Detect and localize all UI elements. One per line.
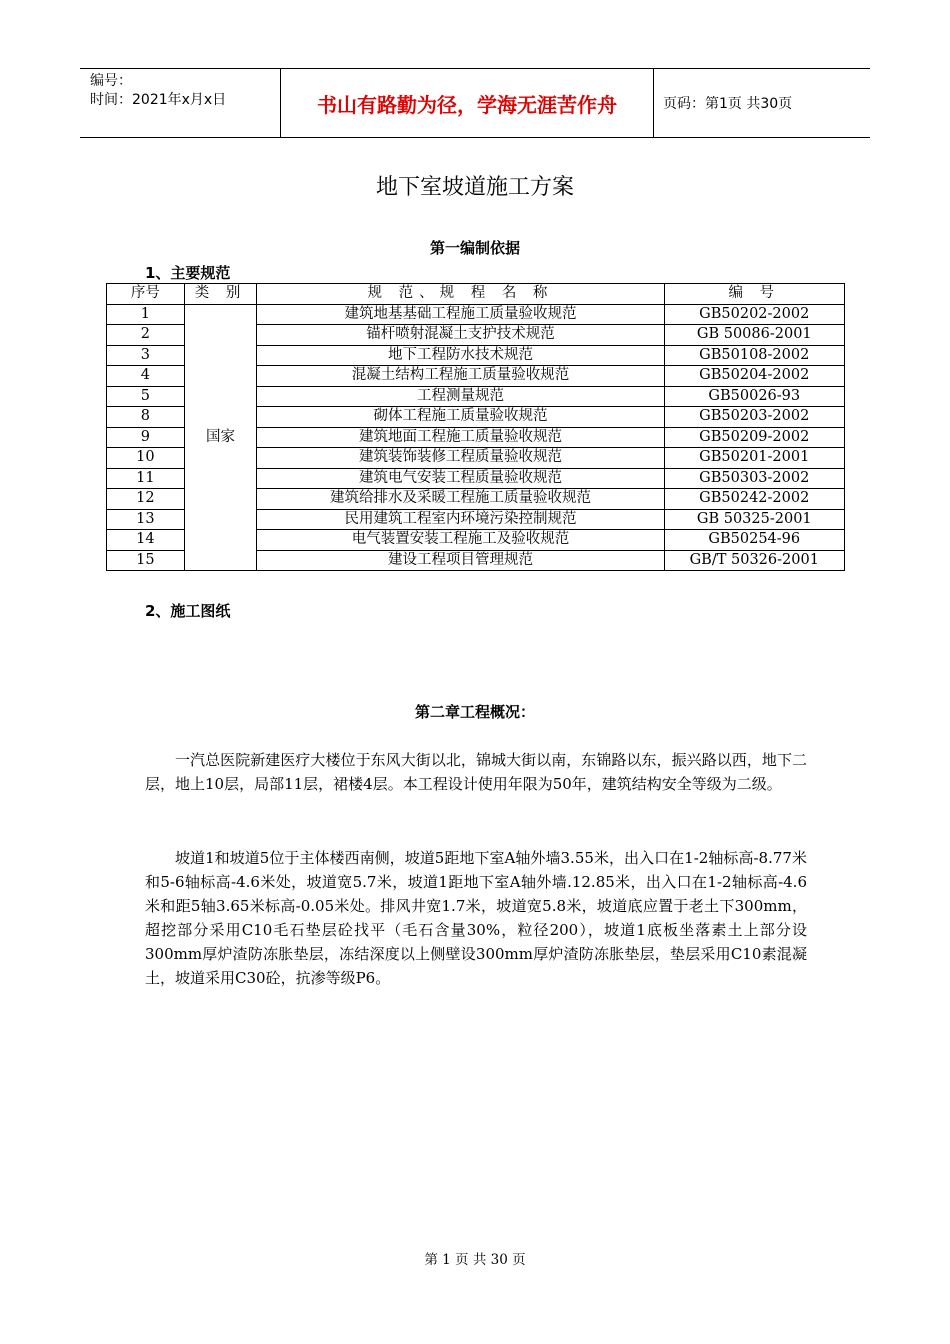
cell-code: GB50209-2002 xyxy=(664,427,844,448)
cell-code: GB50202-2002 xyxy=(664,304,844,325)
cell-name: 建筑装饰装修工程质量验收规范 xyxy=(257,448,664,469)
cell-no: 12 xyxy=(107,489,185,510)
header-page-info: 页码：第1页 共30页 xyxy=(663,96,793,112)
cell-category: 国家 xyxy=(184,304,257,571)
cell-code: GB50026-93 xyxy=(664,386,844,407)
table-row xyxy=(107,304,845,325)
col-header-no: 序号 xyxy=(107,284,185,305)
time-label: 时间：2021年x月x日 xyxy=(90,92,227,108)
cell-no: 8 xyxy=(107,407,185,428)
cell-name: 建筑地基基础工程施工质量验收规范 xyxy=(257,304,664,325)
cell-no: 1 xyxy=(107,304,185,325)
cell-code: GB50201-2001 xyxy=(664,448,844,469)
header-meta xyxy=(80,69,280,137)
overview-paragraph-1: 一汽总医院新建医疗大楼位于东风大街以北，锦城大街以南，东锦路以东，振兴路以西，地下二层，地上10层，局部11层，裙楼4层。本工程设计使用年限为50年，建筑结构安全等级为二级。 xyxy=(145,751,807,793)
cell-no: 15 xyxy=(107,550,185,571)
chapter1-heading: 第一编制依据 xyxy=(429,239,520,257)
cell-no: 5 xyxy=(107,386,185,407)
cell-code: GB 50086-2001 xyxy=(664,325,844,346)
section2-title: 2、施工图纸 xyxy=(145,602,231,620)
cell-no: 14 xyxy=(107,530,185,551)
cell-code: GB50204-2002 xyxy=(664,366,844,387)
col-header-code: 编 号 xyxy=(664,284,844,305)
cell-name: 锚杆喷射混凝土支护技术规范 xyxy=(257,325,664,346)
cell-name: 建筑地面工程施工质量验收规范 xyxy=(257,427,664,448)
cell-code: GB50254-96 xyxy=(664,530,844,551)
cell-code: GB/T 50326-2001 xyxy=(664,550,844,571)
cell-name: 民用建筑工程室内环境污染控制规范 xyxy=(257,509,664,530)
cell-no: 2 xyxy=(107,325,185,346)
cell-name: 工程测量规范 xyxy=(257,386,664,407)
cell-code: GB 50325-2001 xyxy=(664,509,844,530)
col-header-name: 规 范、规 程 名 称 xyxy=(257,284,664,305)
cell-no: 13 xyxy=(107,509,185,530)
overview-paragraph-2: 坡道1和坡道5位于主体楼西南侧，坡道5距地下室A轴外墙3.55米，出入口在1-2轴标高-8.77米和5-6轴标高-4.6米处，坡道宽5.7米，坡道1距地下室A轴外墙.12.85米，出入口在1-2轴标高-4.6米和距5轴3.65米标高-0.05米处。排风井宽1.7米，坡道宽5.8米，坡道底应置于老土下300mm，超挖部分采用C10毛石垫层砼找平（毛石含量30%，粒径200），坡道1底板坐落素土上部分设300mm厚炉渣防冻胀垫层，冻结深度以上侧壁设300mm厚炉渣防冻胀垫层，垫层采用C10素混凝土，坡道采用C30砼，抗渗等级P6。 xyxy=(145,849,807,987)
cell-code: GB50108-2002 xyxy=(664,345,844,366)
number-label: 编号： xyxy=(90,73,132,89)
cell-no: 11 xyxy=(107,468,185,489)
cell-no: 4 xyxy=(107,366,185,387)
cell-no: 9 xyxy=(107,427,185,448)
cell-name: 建筑电气安装工程质量验收规范 xyxy=(257,468,664,489)
section1-title: 1、主要规范 xyxy=(145,264,231,282)
cell-name: 混凝土结构工程施工质量验收规范 xyxy=(257,366,664,387)
cell-name: 砌体工程施工质量验收规范 xyxy=(257,407,664,428)
cell-name: 地下工程防水技术规范 xyxy=(257,345,664,366)
header-motto: 书山有路勤为径，学海无涯苦作舟 xyxy=(280,69,654,137)
chapter2-heading: 第二章工程概况： xyxy=(414,703,535,721)
cell-name: 建设工程项目管理规范 xyxy=(257,550,664,571)
cell-name: 电气装置安装工程施工及验收规范 xyxy=(257,530,664,551)
cell-no: 10 xyxy=(107,448,185,469)
page-footer: 第 1 页 共 30 页 xyxy=(424,1252,526,1268)
standards-table xyxy=(106,283,845,571)
page-header xyxy=(80,68,870,138)
cell-name: 建筑给排水及采暖工程施工质量验收规范 xyxy=(257,489,664,510)
cell-no: 3 xyxy=(107,345,185,366)
cell-code: GB50242-2002 xyxy=(664,489,844,510)
table-header-row xyxy=(107,284,845,305)
cell-code: GB50303-2002 xyxy=(664,468,844,489)
cell-code: GB50203-2002 xyxy=(664,407,844,428)
col-header-category: 类 别 xyxy=(184,284,257,305)
document-title: 地下室坡道施工方案 xyxy=(375,175,574,200)
